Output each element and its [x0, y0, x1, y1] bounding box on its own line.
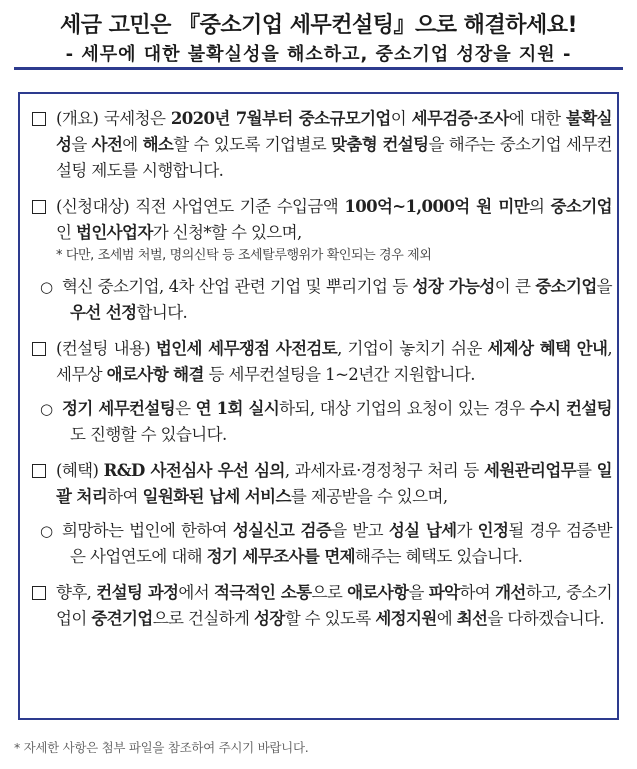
text-run: 등 세무컨설팅을 1~2년간 지원합니다. — [203, 365, 475, 384]
text-run: 직전 사업연도 기준 수입금액 — [135, 197, 345, 216]
text-run: , 세무상 — [56, 339, 612, 384]
sub-item-priority — [26, 274, 612, 326]
text-run: 이 — [390, 109, 412, 128]
text-run: 를 제공받을 수 있으며, — [290, 487, 448, 506]
text-run: 을 — [71, 135, 92, 154]
bold-text-run: 법인세 세무쟁점 사전검토 — [155, 339, 338, 358]
bold-text-run: 100억~1,000억 원 미만 — [344, 197, 530, 216]
bold-text-run: 최선 — [456, 609, 488, 628]
text-run: 에서 — [178, 583, 215, 602]
bold-text-run: 우선 선정 — [70, 303, 137, 322]
circle-bullet-icon: ○ — [40, 522, 53, 540]
text-run: 으로 — [311, 583, 348, 602]
text-run: (신청대상) — [56, 197, 136, 216]
text-run: 희망하는 법인에 한하여 — [62, 521, 233, 540]
text-run: 해주는 혜택도 있습니다. — [355, 547, 523, 566]
text-run: , 과세자료·경정청구 처리 등 — [284, 461, 484, 480]
bold-text-run: 컨설팅 과정 — [96, 583, 179, 602]
square-bullet-icon — [32, 464, 46, 478]
bold-text-run: 세원관리업무 — [483, 461, 577, 480]
bold-text-run: 사전 — [91, 135, 123, 154]
text-run: 을 다하겠습니다. — [487, 609, 605, 628]
text-run: 할 수 있도록 — [284, 609, 376, 628]
sub-item-text — [26, 518, 612, 570]
text-run: (컨설팅 내용) — [56, 339, 156, 358]
text-run: 을 해주는 중소기업 세무컨설팅 제도를 시행합니다. — [56, 135, 612, 180]
eligibility-note: * 다만, 조세범 처벌, 명의신탁 등 조세탈루행위가 확인되는 경우 제외 — [56, 248, 432, 263]
text-run: 될 경우 검증받은 사업연도에 대해 — [70, 521, 612, 566]
bold-text-run: 2020년 7월부터 중소규모기업 — [170, 109, 391, 128]
bold-text-run: 적극적인 소통 — [214, 583, 312, 602]
footnote: * 자세한 사항은 첨부 파일을 참조하여 주시기 바랍니다. — [14, 740, 309, 755]
item-overview — [26, 106, 612, 184]
sub-item-regular-consulting — [26, 396, 612, 448]
circle-bullet-icon: ○ — [40, 400, 53, 418]
bold-text-run: 개선 — [495, 583, 526, 602]
text-run: 도 진행할 수 있습니다. — [70, 425, 227, 444]
page-subtitle: - 세무에 대한 불확실성을 해소하고, 중소기업 성장을 지원 - — [65, 44, 572, 65]
text-run: 합니다. — [136, 303, 188, 322]
bold-text-run: 일원화된 납세 서비스 — [142, 487, 291, 506]
text-run: 인 — [56, 223, 76, 242]
text-run: 가 신청*할 수 있으며, — [152, 223, 302, 242]
content-list — [26, 106, 612, 632]
bold-text-run: 정기 세무컨설팅 — [62, 399, 176, 418]
item-text — [26, 580, 612, 632]
text-run: 의 — [529, 197, 551, 216]
text-run: 하되, 대상 기업의 요청이 있는 경우 — [279, 399, 530, 418]
text-run: 혁신 중소기업, 4차 산업 관련 기업 및 뿌리기업 등 — [62, 277, 413, 296]
square-bullet-icon — [32, 342, 46, 356]
bold-text-run: 중소기업 — [550, 197, 612, 216]
text-run: 이 큰 — [494, 277, 536, 296]
text-run: 하여 — [459, 583, 496, 602]
sub-item-audit-exemption — [26, 518, 612, 570]
bold-text-run: 애로사항 — [347, 583, 409, 602]
text-run: (혜택) — [56, 461, 104, 480]
bold-text-run: 불확실성 — [56, 109, 613, 154]
item-benefits — [26, 458, 612, 510]
text-run: 하여 — [107, 487, 143, 506]
text-run: 을 받고 — [331, 521, 389, 540]
bold-text-run: 연 1회 실시 — [195, 399, 280, 418]
bold-text-run: 성실 납세 — [388, 521, 457, 540]
text-run: 를 — [576, 461, 597, 480]
item-text — [26, 106, 612, 184]
bold-text-run: 법인사업자 — [75, 223, 153, 242]
bold-text-run: 일괄 처리 — [56, 461, 612, 506]
circle-bullet-icon: ○ — [40, 278, 53, 296]
text-run: (개요) — [56, 109, 104, 128]
text-run: 향후, — [56, 583, 97, 602]
text-run: 에 — [122, 135, 143, 154]
item-text — [26, 458, 612, 510]
bold-text-run: 파악 — [428, 583, 460, 602]
text-run: 으로 건실하게 — [152, 609, 255, 628]
bold-text-run: 세제상 혜택 안내 — [487, 339, 608, 358]
bold-text-run: 성실신고 검증 — [232, 521, 332, 540]
text-run: 을 — [408, 583, 429, 602]
title-divider — [14, 67, 623, 70]
bold-text-run: R&D 사전심사 우선 심의 — [103, 461, 285, 480]
item-consulting-content — [26, 336, 612, 388]
text-run: 하고, 중소기업이 — [56, 583, 613, 628]
bold-text-run: 세정지원 — [375, 609, 437, 628]
bold-text-run: 중소기업 — [535, 277, 597, 296]
bold-text-run: 인정 — [477, 521, 509, 540]
content-box — [18, 92, 619, 720]
text-run: 에 — [436, 609, 457, 628]
text-run: , 기업이 놓치기 쉬운 — [337, 339, 488, 358]
square-bullet-icon — [32, 586, 46, 600]
square-bullet-icon — [32, 112, 46, 126]
bold-text-run: 세무검증·조사 — [411, 109, 509, 128]
square-bullet-icon — [32, 200, 46, 214]
bold-text-run: 중견기업 — [91, 609, 153, 628]
bold-text-run: 애로사항 해결 — [106, 365, 204, 384]
bold-text-run: 수시 컨설팅 — [529, 399, 612, 418]
bold-text-run: 맞춤형 컨설팅 — [331, 135, 429, 154]
text-run: 국세청은 — [103, 109, 171, 128]
text-run: 은 — [175, 399, 196, 418]
item-future-plan — [26, 580, 612, 632]
text-run: 가 — [456, 521, 478, 540]
item-text — [26, 336, 612, 388]
text-run: 을 — [596, 277, 613, 296]
text-run: 할 수 있도록 기업별로 — [173, 135, 332, 154]
bold-text-run: 성장 — [254, 609, 285, 628]
page-title: 세금 고민은 『중소기업 세무컨설팅』으로 해결하세요! — [60, 13, 577, 38]
item-eligibility — [26, 194, 612, 246]
text-run: 에 대한 — [508, 109, 566, 128]
item-text — [26, 194, 612, 246]
bold-text-run: 해소 — [142, 135, 174, 154]
bold-text-run: 성장 가능성 — [412, 277, 495, 296]
sub-item-text — [26, 396, 612, 448]
sub-item-text — [26, 274, 612, 326]
bold-text-run: 정기 세무조사를 면제 — [206, 547, 355, 566]
